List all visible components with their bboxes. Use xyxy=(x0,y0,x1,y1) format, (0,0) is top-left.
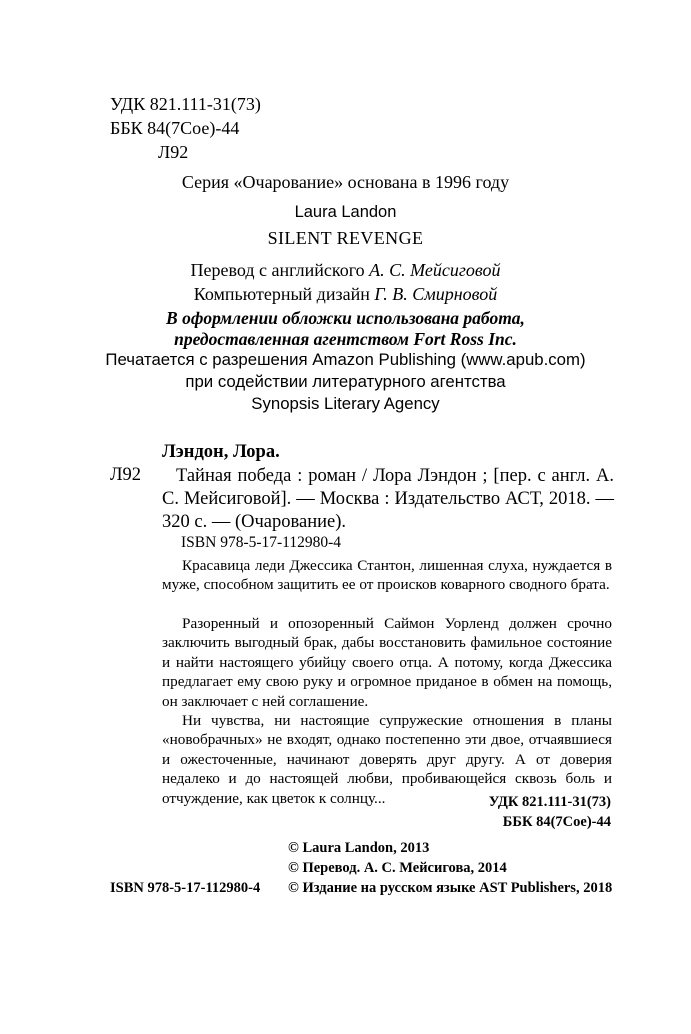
cover-note-line1: В оформлении обложки использована работа, xyxy=(166,308,525,328)
series-line: Серия «Очарование» основана в 1996 году xyxy=(181,172,510,192)
permission-line2: при содействии литературного агентства xyxy=(185,372,506,391)
udk-footer: УДК 821.111-31(73) xyxy=(488,794,611,810)
annotation-paragraph-3: Ни чувства, ни настоящие супружеские отношения в планы «новобрачных» не входят, однако постепенно эти двое, отчаявшиеся и ожесточенные, начинают доверять друг другу. А от доверия недалеко и до настоящей любви, пробивающейся сквозь боль и отчуждение, как цветок к солнцу... xyxy=(162,712,612,807)
original-title: SILENT REVENGE xyxy=(267,228,424,248)
author-mark-bib: Л92 xyxy=(110,465,142,485)
bib-heading: Лэндон, Лора. xyxy=(162,442,280,462)
design-prefix: Компьютерный дизайн xyxy=(193,284,370,304)
bib-isbn: ISBN 978-5-17-112980-4 xyxy=(181,534,342,551)
udk-code: УДК 821.111-31(73) xyxy=(110,94,261,114)
cover-note-line2: предоставленная агентством Fort Ross Inc. xyxy=(174,329,517,349)
permission-line3: Synopsis Literary Agency xyxy=(251,394,440,413)
design-credit xyxy=(0,284,691,305)
translator-name: А. С. Мейсиговой xyxy=(369,260,501,280)
author-mark-top: Л92 xyxy=(158,142,189,162)
copyright-line1: © Laura Landon, 2013 xyxy=(288,840,430,856)
permission-line1: Печатается с разрешения Amazon Publishing (www.apub.com) xyxy=(105,350,586,369)
copyright-line2: © Перевод. А. С. Мейсигова, 2014 xyxy=(288,860,507,876)
copyright-line3: © Издание на русском языке AST Publishers, 2018 xyxy=(288,880,613,896)
bbk-code: ББК 84(7Сое)-44 xyxy=(110,118,240,138)
annotation-paragraph-2: Разоренный и опозоренный Саймон Уорленд должен срочно заключить выгодный брак, дабы восстановить фамильное состояние и найти настоящего убийцу своего отца. А потому, когда Джессика предлагает ему свою руку и огромное приданое в обмен на помощь, он заключает с ней соглашение. xyxy=(162,615,612,710)
bbk-footer: ББК 84(7Сое)-44 xyxy=(502,814,611,830)
isbn-footer: ISBN 978-5-17-112980-4 xyxy=(110,880,261,896)
translation-credit xyxy=(0,260,691,281)
designer-name: Г. В. Смирновой xyxy=(374,284,498,304)
annotation-paragraph-1: Красавица леди Джессика Стантон, лишенная слуха, нуждается в муже, способном защитить ее от происков коварного сводного брата. xyxy=(162,557,612,594)
bib-description: Тайная победа : роман / Лора Лэндон ; [пер. с англ. А. С. Мейсиговой]. — Москва : Издательство АСТ, 2018. — 320 с. — (Очарование). xyxy=(162,466,614,532)
translation-prefix: Перевод с английского xyxy=(190,260,365,280)
original-author: Laura Landon xyxy=(294,203,397,221)
